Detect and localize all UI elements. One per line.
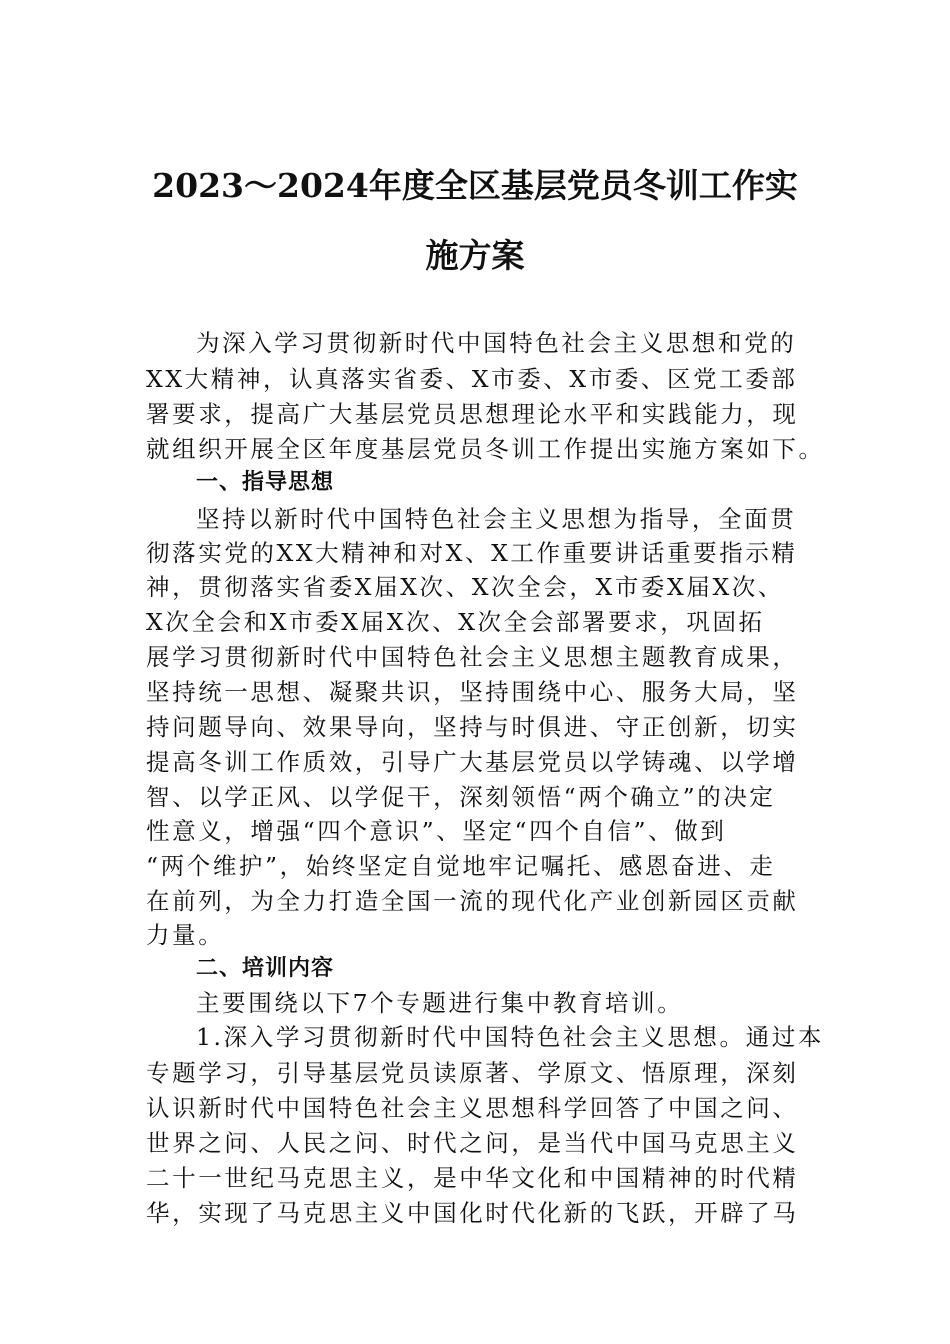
paragraph-line: 主要围绕以下7个专题进行集中教育培训。 — [196, 989, 684, 1017]
paragraph-line: XX大精神，认真落实省委、X市委、X市委、区党工委部 — [146, 365, 798, 393]
document-title-line-1: 2023～2024年度全区基层党员冬训工作实 — [152, 166, 798, 205]
paragraph-line: 认识新时代中国特色社会主义思想科学回答了中国之问、 — [146, 1094, 799, 1122]
paragraph-line: 性意义，增强“四个意识”、坚定“四个自信”、做到 — [146, 817, 727, 845]
paragraph-line: 二十一世纪马克思主义，是中华文化和中国精神的时代精 — [146, 1164, 799, 1192]
document-title-line-2: 施方案 — [425, 236, 525, 275]
paragraph-line: 提高冬训工作质效，引导广大基层党员以学铸魂、以学增 — [146, 748, 799, 776]
paragraph-line: 坚持以新时代中国特色社会主义思想为指导，全面贯 — [196, 505, 797, 533]
section-heading: 二、培训内容 — [196, 956, 335, 981]
paragraph-line: 神，贯彻落实省委X届X次、X次全会，X市委X届X次、 — [146, 573, 784, 601]
paragraph-line: 在前列，为全力打造全国一流的现代化产业创新园区贡献 — [146, 887, 799, 915]
paragraph-line: 华，实现了马克思主义中国化时代化新的飞跃，开辟了马 — [146, 1199, 799, 1227]
paragraph-line: 1.深入学习贯彻新时代中国特色社会主义思想。通过本 — [196, 1023, 824, 1051]
paragraph-line: “两个维护”，始终坚定自觉地牢记嘱托、感恩奋进、走 — [146, 852, 776, 880]
section-heading: 一、指导思想 — [196, 470, 335, 495]
paragraph-line: 署要求，提高广大基层党员思想理论水平和实践能力，现 — [146, 400, 799, 428]
paragraph-line: 就组织开展全区年度基层党员冬训工作提出实施方案如下。 — [146, 435, 825, 463]
paragraph-line: 智、以学正风、以学促干，深刻领悟“两个确立”的决定 — [146, 783, 776, 811]
paragraph-line: 力量。 — [146, 921, 225, 949]
paragraph-line: 为深入学习贯彻新时代中国特色社会主义思想和党的 — [196, 329, 797, 357]
paragraph-line: 专题学习，引导基层党员读原著、学原文、悟原理，深刻 — [146, 1059, 799, 1087]
paragraph-line: 持问题导向、效果导向，坚持与时俱进、守正创新，切实 — [146, 713, 799, 741]
paragraph-line: X次全会和X市委X届X次、X次全会部署要求，巩固拓 — [146, 608, 765, 636]
paragraph-line: 坚持统一思想、凝聚共识，坚持围绕中心、服务大局，坚 — [146, 678, 799, 706]
paragraph-line: 展学习贯彻新时代中国特色社会主义思想主题教育成果， — [146, 643, 799, 671]
paragraph-line: 彻落实党的XX大精神和对X、X工作重要讲话重要指示精 — [146, 539, 798, 567]
paragraph-line: 世界之问、人民之问、时代之问，是当代中国马克思主义 — [146, 1129, 799, 1157]
